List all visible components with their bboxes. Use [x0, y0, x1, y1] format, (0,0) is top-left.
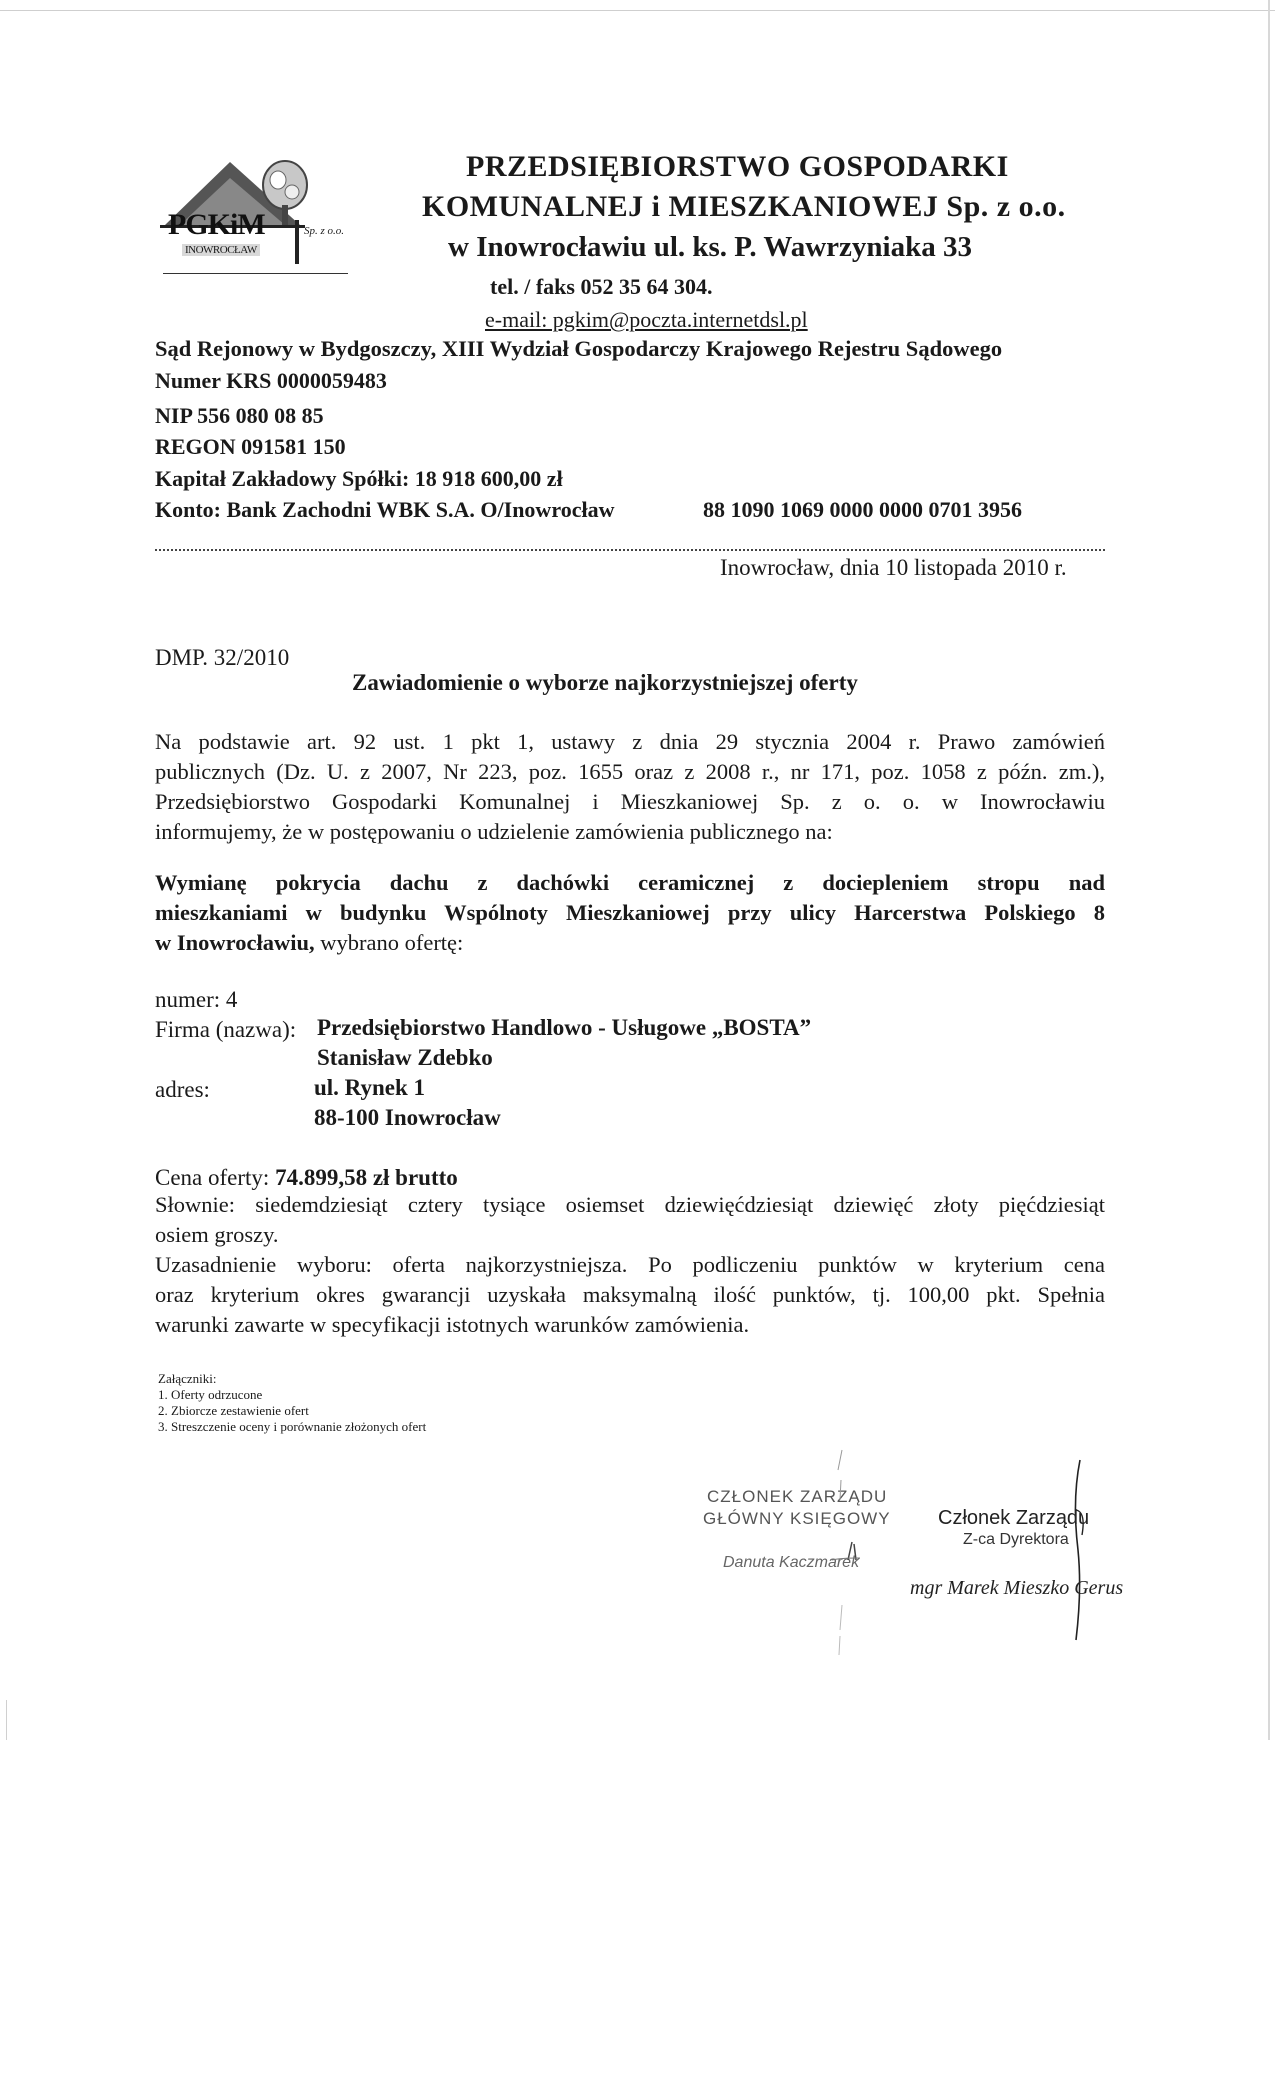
logo-suffix: Sp. z o.o. — [304, 225, 345, 237]
price-value: 74.899,58 zł brutto — [275, 1165, 458, 1190]
company-name: Przedsiębiorstwo Handlowo - Usługowe „BOSTA” — [317, 1015, 812, 1040]
logo-underline — [163, 273, 348, 274]
contract-subject — [155, 868, 1105, 958]
place-and-date: Inowrocław, dnia 10 listopada 2010 r. — [720, 555, 1067, 580]
stamp-right-title: Członek Zarządu — [938, 1507, 1090, 1529]
stamp-left-role: GŁÓWNY KSIĘGOWY — [703, 1509, 891, 1528]
attachments-title: Załączniki: — [158, 1371, 217, 1386]
bank-account-label: Konto: Bank Zachodni WBK S.A. O/Inowrocław — [155, 497, 615, 522]
contract-line: mieszkaniami w budynku Wspólnoty Mieszkaniowej przy ulicy Harcerstwa Polskiego 8 — [155, 900, 1105, 925]
stamp-right-role: Z-ca Dyrektora — [963, 1531, 1069, 1548]
price-words-line: Słownie: siedemdziesiąt cztery tysiące osiemset dziewięćdziesiąt dziewięć złoty pięćdziesiąt — [155, 1192, 1105, 1217]
document-subject: Zawiadomienie o wyborze najkorzystniejszej oferty — [352, 670, 858, 695]
separator-dotted — [155, 549, 1105, 551]
intro-line: publicznych (Dz. U. z 2007, Nr 223, poz. 1655 oraz z 2008 r., nr 171, poz. 1058 z późn. zm.), — [155, 759, 1105, 784]
handwritten-signatures — [760, 1440, 1160, 1660]
contract-selection-text: wybrano ofertę: — [314, 930, 464, 955]
contract-line: Wymianę pokrycia dachu z dachówki ceramicznej z dociepleniem stropu nad — [155, 870, 1105, 895]
attachment-item: 1. Oferty odrzucone — [158, 1387, 263, 1402]
court-registry: Sąd Rejonowy w Bydgoszczy, XIII Wydział Gospodarczy Krajowego Rejestru Sądowego — [155, 336, 1003, 361]
stamp-left-name: Danuta Kaczmarek — [723, 1554, 860, 1571]
contract-city: w Inowrocławiu, — [155, 930, 315, 955]
price-words — [155, 1190, 1105, 1250]
address-label: adres: — [155, 1077, 210, 1102]
company-email: e-mail: pgkim@poczta.internetdsl.pl — [485, 307, 808, 332]
scan-edge-top — [0, 10, 1275, 11]
selection-justification — [155, 1250, 1105, 1340]
justification-line: oraz kryterium okres gwarancji uzyskała maksymalną ilość punktów, tj. 100,00 pkt. Spełnia — [155, 1282, 1105, 1307]
company-owner: Stanisław Zdebko — [317, 1045, 493, 1070]
attachment-item: 3. Streszczenie oceny i porównanie złożonych ofert — [158, 1419, 427, 1434]
logo-city: INOWROCŁAW — [182, 244, 260, 256]
logo-text: PGKiM — [168, 208, 265, 241]
stamp-left-title: CZŁONEK ZARZĄDU — [707, 1487, 888, 1506]
company-address: w Inowrocławiu ul. ks. P. Wawrzyniaka 33 — [448, 231, 972, 263]
price-words-line: osiem groszy. — [155, 1222, 279, 1247]
nip-number: NIP 556 080 08 85 — [155, 403, 324, 428]
company-name-line1: PRZEDSIĘBIORSTWO GOSPODARKI — [466, 150, 1009, 183]
company-label: Firma (nazwa): — [155, 1017, 297, 1042]
address-city: 88-100 Inowrocław — [314, 1105, 501, 1130]
scan-edge-right — [1268, 0, 1270, 1740]
bank-account-number: 88 1090 1069 0000 0000 0701 3956 — [703, 497, 1022, 522]
justification-line: warunki zawarte w specyfikacji istotnych warunków zamówienia. — [155, 1312, 750, 1337]
intro-line: informujemy, że w postępowaniu o udzielenie zamówienia publicznego na: — [155, 819, 833, 844]
krs-number: Numer KRS 0000059483 — [155, 368, 387, 393]
regon-number: REGON 091581 150 — [155, 434, 346, 459]
address-street: ul. Rynek 1 — [314, 1075, 426, 1100]
intro-line: Przedsiębiorstwo Gospodarki Komunalnej i Mieszkaniowej Sp. z o. o. w Inowrocławiu — [155, 789, 1105, 814]
contract-line-last — [155, 928, 1105, 958]
company-name-line2: KOMUNALNEJ i MIESZKANIOWEJ Sp. z o.o. — [422, 190, 1066, 223]
intro-paragraph — [155, 727, 1105, 847]
offer-number: numer: 4 — [155, 987, 238, 1012]
scan-edge-left — [6, 1700, 7, 1740]
intro-line: Na podstawie art. 92 ust. 1 pkt 1, ustawy z dnia 29 stycznia 2004 r. Prawo zamówień — [155, 729, 1105, 754]
company-phone: tel. / faks 052 35 64 304. — [490, 274, 713, 299]
stamp-right-name: mgr Marek Mieszko Gerus — [910, 1577, 1124, 1599]
company-logo — [160, 150, 360, 265]
attachment-item: 2. Zbiorcze zestawienie ofert — [158, 1403, 309, 1418]
price-label: Cena oferty: — [155, 1165, 276, 1190]
offer-price — [155, 1163, 458, 1193]
reference-number: DMP. 32/2010 — [155, 645, 290, 670]
share-capital: Kapitał Zakładowy Spółki: 18 918 600,00 zł — [155, 466, 563, 491]
justification-line: Uzasadnienie wyboru: oferta najkorzystniejsza. Po podliczeniu punktów w kryterium cena — [155, 1252, 1105, 1277]
